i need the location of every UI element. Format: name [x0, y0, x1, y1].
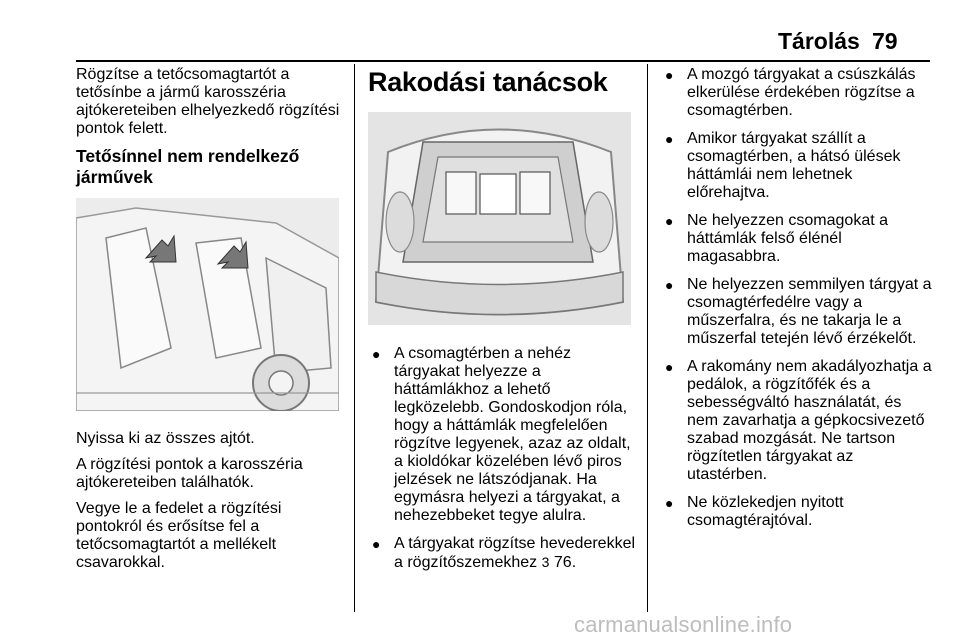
list-item: ● A mozgó tárgyakat a csúszkálás elkerülése érdekében rögzítse a csomagtérben. [661, 66, 936, 120]
list-item: ● Amikor tárgyakat szállít a csomagtérben, a hátsó ülések háttámlái nem lehetnek előrehajtva. [661, 130, 936, 202]
middle-column [368, 66, 640, 98]
trunk-illustration [368, 112, 631, 325]
cross-reference-page: 76. [553, 554, 577, 571]
list-item: ● A rakomány nem akadályozhatja a pedálok, a rögzítőfék és a sebességváltó használatát, és nem zavarhatja a gépkocsivezető szabad mozgását. Ne tartson rögzítetlen tárgyakat az utastérben. [661, 358, 936, 484]
paragraph-mount-points: A rögzítési pontok a karosszéria ajtókereteiben találhatók. [76, 456, 303, 491]
section-title: Tárolás [778, 28, 860, 54]
left-column-lower [76, 430, 346, 580]
loading-tips-heading: Rakodási tanácsok [368, 67, 608, 97]
column-divider-left [354, 64, 355, 612]
page-header [0, 20, 960, 60]
page-number: 79 [872, 28, 898, 54]
left-column [76, 66, 346, 196]
car-doors-illustration [76, 198, 339, 411]
right-column [661, 66, 936, 540]
list-item: ● Ne közlekedjen nyitott csomagtérajtóval. [661, 494, 936, 530]
header-rule [76, 60, 930, 62]
column-divider-right [647, 64, 648, 612]
cross-reference-icon: 3 [541, 554, 550, 570]
list-item: ● Ne helyezzen semmilyen tárgyat a csomagtérfedélre vagy a műszerfalra, és ne takarja le a műszerfal tetején lévő érzékelőt. [661, 276, 936, 348]
trunk-drawing [368, 112, 631, 325]
list-item: ● A tárgyakat rögzítse hevederekkel a rögzítőszemekhez 3 76. [368, 535, 640, 572]
list-item: ● Ne helyezzen csomagokat a háttámlák felső élénél magasabbra. [661, 212, 936, 266]
intro-paragraph: Rögzítse a tetőcsomagtartót a tetősínbe a jármű karosszéria ajtókereteiben elhelyezkedő rögzítési pontok felett. [76, 66, 340, 137]
section-heading: Tetősínnel nem rendelkező járművek [76, 146, 300, 187]
middle-column-bullets [368, 345, 640, 582]
paragraph-open-doors: Nyissa ki az összes ajtót. [76, 430, 255, 447]
watermark: carmanualsonline.info [574, 612, 793, 637]
paragraph-attach-rack: Vegye le a fedelet a rögzítési pontokról és erősítse fel a tetőcsomagtartót a mellékelt csavarokkal. [76, 500, 282, 571]
car-doors-drawing [76, 198, 339, 411]
list-item: ● A csomagtérben a nehéz tárgyakat helyezze a háttámlákhoz a lehető legközelebb. Gondoskodjon róla, hogy a háttámlák megfelelően rögzítve legyenek, azaz az oldalt, a kioldókar közelében lévő piros jelzések ne látszódjanak. Ha egymásra helyezi a tárgyakat, a nehezebbeket tegye alulra. [368, 345, 640, 525]
